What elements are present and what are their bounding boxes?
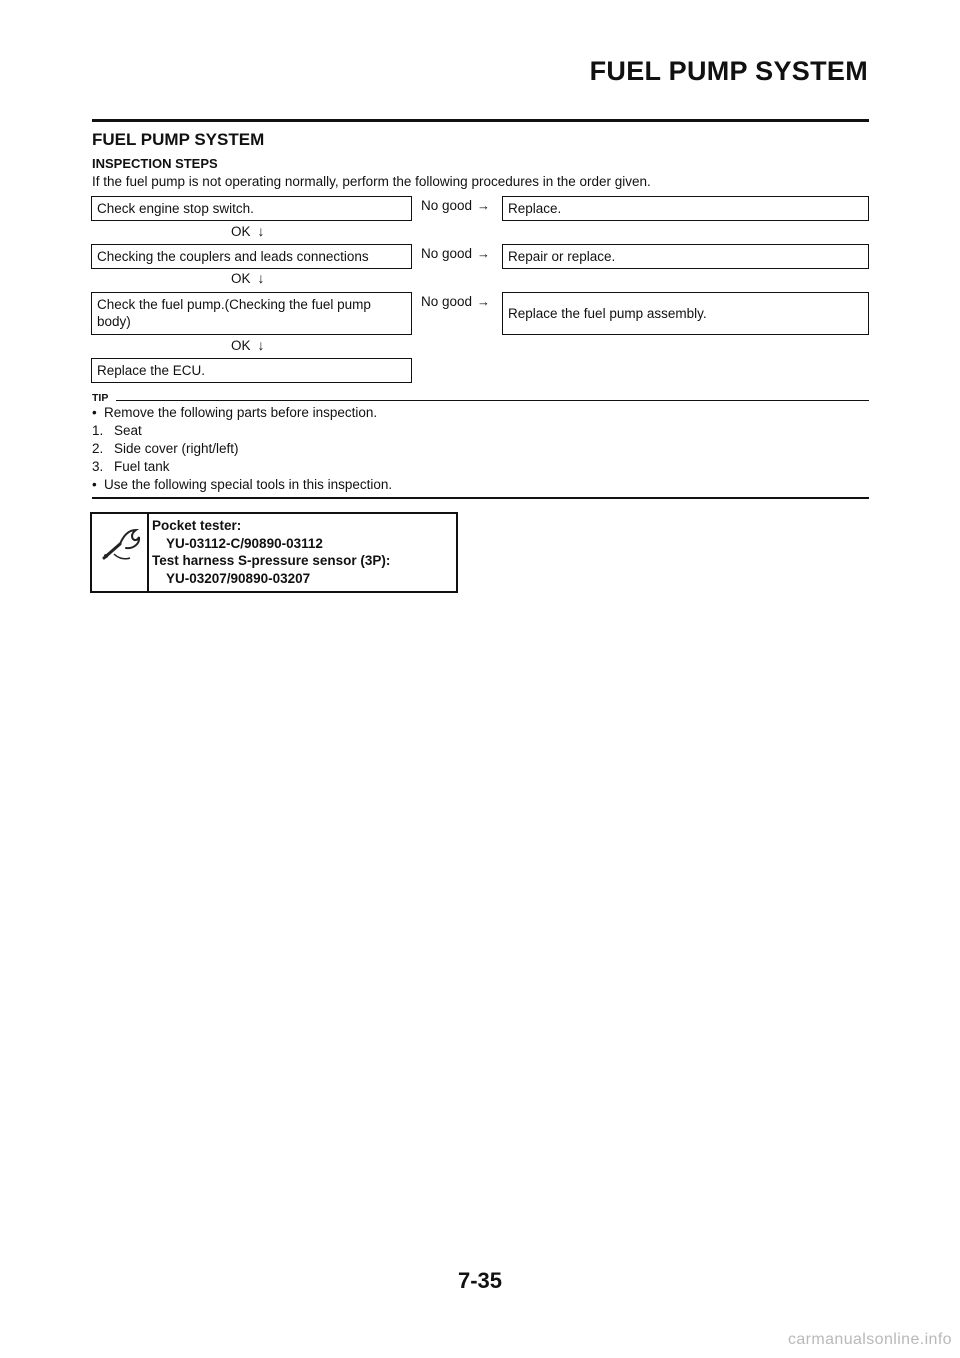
tip-top-rule xyxy=(116,400,869,401)
watermark: carmanualsonline.info xyxy=(787,1331,952,1348)
bullet-icon: • xyxy=(92,477,97,492)
tool-part-number: YU-03207/90890-03207 xyxy=(166,570,311,586)
special-tools-box xyxy=(90,512,458,593)
flow-action-box: Repair or replace. xyxy=(502,244,869,269)
flow-action-box: Replace the fuel pump assembly. xyxy=(502,292,869,335)
flow-action-box: Replace. xyxy=(502,196,869,221)
flow-check-box: Check engine stop switch. xyxy=(91,196,412,221)
ok-text: OK xyxy=(231,338,251,353)
tool-part-number: YU-03112-C/90890-03112 xyxy=(166,535,323,551)
tip-numbered-line xyxy=(92,423,142,438)
flow-no-good-label xyxy=(421,246,490,261)
page-number: 7-35 xyxy=(457,1268,503,1293)
tip-label: TIP xyxy=(92,392,109,404)
page-header-title: FUEL PUMP SYSTEM xyxy=(589,56,868,86)
down-arrow-icon: ↓ xyxy=(257,337,265,353)
tip-text: Seat xyxy=(114,423,142,438)
section-title: FUEL PUMP SYSTEM xyxy=(92,130,265,149)
flow-no-good-label xyxy=(421,294,490,309)
section-subhead: INSPECTION STEPS xyxy=(92,156,218,171)
intro-text: If the fuel pump is not operating normally, perform the following procedures in the order given. xyxy=(92,174,651,189)
ok-text: OK xyxy=(231,224,251,239)
right-arrow-icon: → xyxy=(477,198,491,213)
flow-no-good-label xyxy=(421,198,490,213)
list-number: 2. xyxy=(92,441,104,456)
flow-ok-label xyxy=(231,337,265,353)
ok-text: OK xyxy=(231,271,251,286)
header-rule xyxy=(92,119,869,122)
tip-text: Remove the following parts before inspection. xyxy=(104,405,378,420)
no-good-text: No good xyxy=(421,198,473,213)
tip-numbered-line xyxy=(92,459,170,474)
tip-text: Use the following special tools in this inspection. xyxy=(104,477,393,492)
flow-check-box: Checking the couplers and leads connections xyxy=(91,244,412,269)
tool-name: Pocket tester: xyxy=(152,518,242,533)
flow-check-box: Check the fuel pump.(Checking the fuel pump body) xyxy=(91,292,412,335)
right-arrow-icon: → xyxy=(477,294,491,309)
list-number: 1. xyxy=(92,423,104,438)
bullet-icon: • xyxy=(92,405,97,420)
flow-final-box: Replace the ECU. xyxy=(91,358,412,383)
down-arrow-icon: ↓ xyxy=(257,270,265,286)
tip-bottom-rule xyxy=(92,497,869,499)
tip-text: Fuel tank xyxy=(114,459,170,474)
tip-bullet-line xyxy=(92,477,392,492)
down-arrow-icon: ↓ xyxy=(257,223,265,239)
no-good-text: No good xyxy=(421,246,473,261)
tip-text: Side cover (right/left) xyxy=(114,441,239,456)
tool-list xyxy=(152,517,390,587)
tool-icon-cell xyxy=(92,514,149,591)
no-good-text: No good xyxy=(421,294,473,309)
list-number: 3. xyxy=(92,459,104,474)
right-arrow-icon: → xyxy=(477,246,491,261)
flow-ok-label xyxy=(231,223,265,239)
tool-name: Test harness S-pressure sensor (3P): xyxy=(152,553,391,568)
special-tool-icon xyxy=(100,524,140,564)
tip-numbered-line xyxy=(92,441,239,456)
flow-ok-label xyxy=(231,270,265,286)
tip-bullet-line xyxy=(92,405,377,420)
